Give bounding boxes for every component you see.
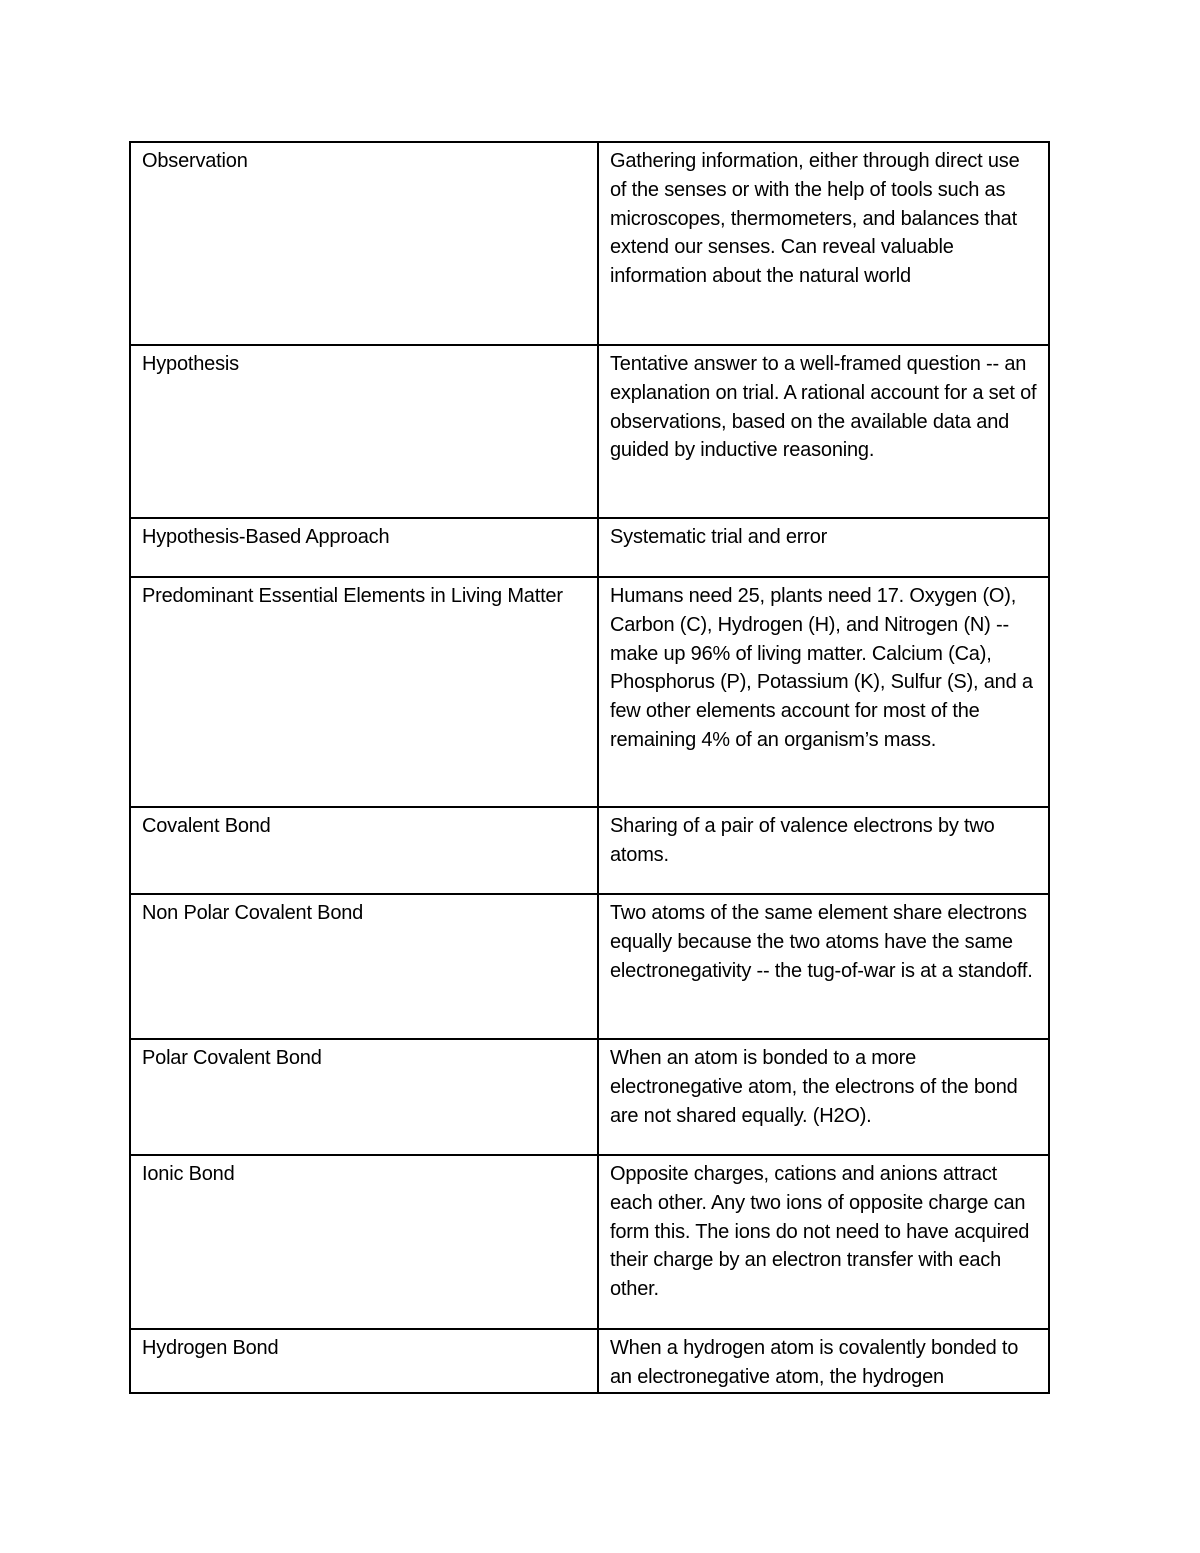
term-cell [130,894,598,1039]
term-cell [130,142,598,345]
definition-text: Systematic trial and error [610,526,828,548]
definition-text: Sharing of a pair of valence electrons by two atoms. [610,815,995,866]
term-cell [130,1039,598,1155]
definition-text: When an atom is bonded to a more electronegative atom, the electrons of the bond are not shared equally. (H2O). [610,1047,1018,1127]
term-cell [130,1329,598,1393]
definition-text: Opposite charges, cations and anions attract each other. Any two ions of opposite charge can form this. The ions do not need to have acquired their charge by an electron transfer with each other. [610,1163,1030,1301]
definition-cell [598,577,1049,807]
term-cell [130,1155,598,1329]
definition-cell [598,142,1049,345]
definition-cell [598,807,1049,894]
term-text: Observation [142,150,248,172]
definition-cell [598,894,1049,1039]
definition-text: Gathering information, either through direct use of the senses or with the help of tools such as microscopes, thermometers, and balances that extend our senses. Can reveal valuable information about the natural world [610,150,1020,288]
term-text: Covalent Bond [142,815,271,837]
table-row [130,1155,1049,1329]
table-row [130,1039,1049,1155]
term-text: Non Polar Covalent Bond [142,902,364,924]
table-row [130,1329,1049,1393]
definition-cell [598,1039,1049,1155]
term-text: Ionic Bond [142,1163,235,1185]
term-text: Polar Covalent Bond [142,1047,322,1069]
term-text: Predominant Essential Elements in Living Matter [142,585,563,607]
term-text: Hypothesis [142,353,239,375]
definition-text: Humans need 25, plants need 17. Oxygen (O), Carbon (C), Hydrogen (H), and Nitrogen (N) -- make up 96% of living matter. Calcium (Ca), Phosphorus (P), Potassium (K), Sulfur (S), and a few other elements account for most of the remaining 4% of an organism’s mass. [610,585,1033,751]
definition-cell [598,1329,1049,1393]
definition-cell [598,1155,1049,1329]
term-cell [130,518,598,577]
table-row [130,577,1049,807]
table-row [130,807,1049,894]
definition-text: When a hydrogen atom is covalently bonded to an electronegative atom, the hydrogen [610,1337,1019,1388]
table-row [130,345,1049,518]
table-row [130,894,1049,1039]
term-cell [130,577,598,807]
glossary-table [129,141,1050,1394]
table-row [130,142,1049,345]
definition-text: Tentative answer to a well-framed question -- an explanation on trial. A rational account for a set of observations, based on the available data and guided by inductive reasoning. [610,353,1037,462]
table-row [130,518,1049,577]
definition-cell [598,518,1049,577]
definition-cell [598,345,1049,518]
term-cell [130,345,598,518]
definition-text: Two atoms of the same element share electrons equally because the two atoms have the same electronegativity -- the tug-of-war is at a standoff. [610,902,1033,982]
term-cell [130,807,598,894]
term-text: Hypothesis-Based Approach [142,526,390,548]
term-text: Hydrogen Bond [142,1337,279,1359]
